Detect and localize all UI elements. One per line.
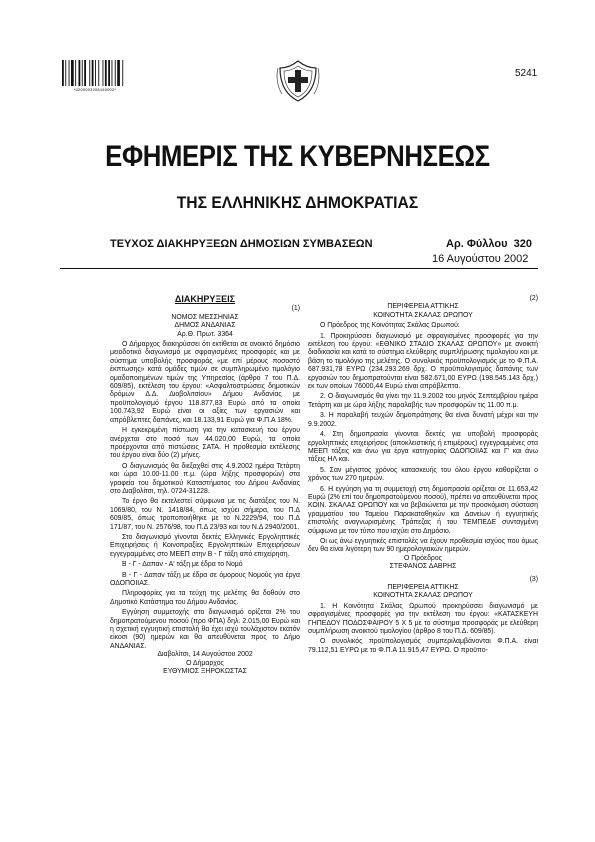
notice-2-paragraph: Οι ως άνω εγγυητικές επιστολές να έχουν προθεσμία ισχύος που όμως δεν θα είναι λιγότερη των 90 ημερολογιακών ημερών. [308, 537, 538, 554]
notice-1-paragraph: Ο Δήμαρχος [186, 659, 224, 667]
notice-1-paragraph: Β - Γ - Δαπαν τάξη με έδρα σε όμορους Νομούς για έργα ΟΔΟΠΟΙΙΑΣ. [110, 571, 300, 587]
notice-3-paragraph: Ο συνολικός προϋπολογισμός συμπεριλαμβάνονται Φ.Π.Α. είναι 79.112,51 ΕΥΡΩ με το Φ.Π.Α 11.915,47 ΕΥΡΩ. Ο προϋπο- [308, 638, 538, 654]
section-title: ΔΙΑΚΗΡΥΞΕΙΣ [174, 294, 236, 304]
header-rule [60, 268, 538, 269]
notice-1-paragraph: ΔΗΜΟΣ ΑΝΔΑΝΙΑΣ [174, 322, 236, 330]
notice-2-paragraph: ΚΟΙΝΟΤΗΤΑ ΣΚΑΛΑΣ ΩΡΩΠΟΥ [373, 311, 473, 319]
left-column [110, 295, 300, 676]
notice-ref-1: (1) [291, 305, 300, 313]
notice-1-paragraph: Το έργο θα εκτελεστεί σύμφωνα με τις διατάξεις του Ν. 1069/80, του Ν. 1418/84, όπως ισχύει σήμερα, του Π.Δ 609/85, όπως τροποποιήθηκε με το Ν.2229/94, του Π.Δ 171/87, του Ν. 2576/98, του Π.Δ 23/93 και του Ν.Δ 2940/2001. [110, 498, 300, 531]
notice-1-paragraph: ΕΥΘΥΜΙΟΣ ΞΗΡΟΚΩΣΤΑΣ [163, 668, 247, 676]
notice-2-paragraph: 4. Στη δημοπρασία γίνονται δεκτές για υποβολή προσφοράς εργοληπτικές επιχειρήσεις (αποκλειστικής ή επιμέρους) εγγεγραμμένες στα ΜΕΕΠ τάξεις και άνω για έργα κατηγορίας ΟΔΟΠΟΙΙΑΣ και Γ' και άνω τάξεις ΗΛ και. [308, 431, 538, 464]
notice-2-paragraph: 6. Η εγγύηση για τη συμμετοχή στη δημοπρασία ορίζεται σε 11.653,42 Ευρώ (2% επί του δημοπρατούμενου ποσού), πρέπει να απευθύνεται προς ΚΟΙΝ. ΣΚΑΛΑΣ ΩΡΩΠΟΥ και να βεβαιώνεται με την προσκόμιση σύσταση γραμματίου του Ταμείου Παρακαταθηκών και Δανείων ή εγγυητικής επιστολής αναγνωρισμένης Τράπεζας ή του ΤΕΜΠΕΔΕ συνταγμένη σύμφωνα με τον τύπο που ισχύει στο Δημόσιο. [308, 485, 538, 535]
page-number: 5241 [515, 68, 538, 79]
gazette-subhead: ΤΗΣ ΕΛΛΗΝΙΚΗΣ ΔΗΜΟΚΡΑΤΙΑΣ [176, 193, 419, 212]
notice-1-paragraph: Εγγύηση συμμετοχής στο διαγωνισμό ορίζεται 2% του δημοπρατούμενου ποσού (προ ΦΠΑ) δηλ. 2.015,00 Ευρώ και η σχετική εγγυητική επιστολή θα έχει ισχύ τουλάχιστον εκατόν είκοσι (90) ημερών και θα απευθύνεται προς το Δήμο ΑΝΔΑΝΙΑΣ. [110, 609, 300, 650]
notice-1-paragraph: Η εγκεκριμένη πίστωση για την κατασκευή του έργου ανέρχεται στο ποσό των 44.020,00 Ευρώ, τα οποία προέρχονται από πιστώσεις ΣΑΤΑ. Η προθεσμία εκτέλεσης του έργου είναι δύο (2) μήνες. [110, 427, 300, 460]
barcode-number: *0200003208160002* [73, 87, 117, 92]
notice-2-paragraph: Ο Πρόεδρος [404, 554, 442, 562]
gazette-masthead: ΕΦΗΜΕΡΙΣ ΤΗΣ ΚΥΒΕΡΝΗΣΕΩΣ [105, 140, 490, 173]
notice-2-paragraph: ΠΕΡΙΦΕΡΕΙΑ ΑΤΤΙΚΗΣ [387, 303, 459, 311]
right-column [308, 295, 538, 655]
notice-1-paragraph: Διαβολίτσι, 14 Αυγούστου 2002 [157, 651, 253, 659]
notice-ref-2: (2) [529, 295, 538, 302]
notice-3-paragraph: 1. Η Κοινότητα Σκάλας Ωρωπού προκηρύσσει διαγωνισμό με σφραγισμένες προσφορές για την εκτέλεση του έργου: «ΚΑΤΑΣΚΕΥΗ ΓΗΠΕΔΟΥ ΠΟΔΟΣΦΑΙΡΟΥ 5 Χ 5 με το σύστημα προσφοράς με ελεύθερη συμπλήρωση ανοικτού τιμολογίου (άρθρο 8 του Π.Δ. 609/85). [308, 602, 538, 636]
notice-1-paragraph: Πληροφορίες για τα τεύχη της μελέτης θα δοθούν στο Δημοτικό Κατάστημα του Δήμου Ανδανίας. [110, 590, 300, 606]
notice-ref-3: (3) [529, 575, 538, 583]
notice-1-paragraph: Στο διαγωνισμό γίνονται δεκτές Ελληνικές Εργοληπτικές Επιχειρήσεις ή Κοινοπραξίες Εργοληπτικών Επιχειρήσεων εγγεγραμμένες στο ΜΕΕΠ στην Β - Γ τάξη από επιχείρηση. [110, 533, 300, 558]
issue-date: 16 Αυγούστου 2002 [432, 253, 529, 265]
notice-2-paragraph: ΣΤΕΦΑΝΟΣ ΔΑΒΡΗΣ [389, 563, 457, 571]
notice-1-paragraph: Αρ.Θ. Πρωτ. 3364 [177, 330, 233, 338]
notice-1-paragraph: Ο διαγωνισμός θα διεξαχθεί στις 4.9.2002 ημέρα Τετάρτη και ώρα 10.00-11.00 π.μ. (ώρα λήξης προσφορών) στα γραφεία του δημοτικού Καταστήματος του Δήμου Ανδανίας στο Διαβολίτσι, τηλ. 0724-31228. [110, 462, 300, 495]
notice-3-paragraph: ΠΕΡΙΦΕΡΕΙΑ ΑΤΤΙΚΗΣ [387, 584, 459, 591]
barcode [62, 60, 128, 86]
notice-2-body [308, 303, 538, 571]
issue-title: ΤΕΥΧΟΣ ΔΙΑΚΗΡΥΞΕΩΝ ΔΗΜΟΣΙΩΝ ΣΥΜΒΑΣΕΩΝ [110, 238, 373, 250]
notice-1-paragraph: Β - Γ - Δαπαν - Α' τάξη με έδρα το Νομό [122, 561, 243, 569]
notice-2-paragraph: 3. Η παραλαβή τευχών δημοπράτησης θα είναι δυνατή μέχρι και την 9.9.2002. [308, 412, 538, 428]
notice-2-paragraph: 5. Σαν μέγιστος χρόνος κατασκευής του όλου έργου καθορίζεται ο χρόνος των 270 ημερών. [308, 466, 538, 483]
notice-2-paragraph: 1. Προκηρύσσει διαγωνισμό με σφραγισμένες προσφορές για την εκτέλεση του έργου: «ΕΘΝΙΚΟ ΣΤΑΔΙΟ ΣΚΑΛΑΣ ΩΡΩΠΟΥ» με ανοικτή διαδικασία και κατά το σύστημα ελεύθερης συμπλήρωσης τιμολογίου και με βάση το τιμολόγιο της μελέτης. Ο συνολικός προϋπολογισμός με το Φ.Π.Α. 687.931,78 ΕΥΡΩ (234.293.269 δρχ. Ο προϋπολογισμός δαπάνης των εργασιών του δημοπρατούνται είναι 582.671,00 ΕΥΡΩ (198.545.143 δρχ.) εκ των οποίων 76000,44 Ευρώ είναι απρόβλεπτα. [308, 332, 538, 391]
notice-3-paragraph: ΚΟΙΝΟΤΗΤΑ ΣΚΑΛΑΣ ΩΡΩΠΟΥ [373, 592, 473, 600]
notice-1-paragraph: Ο Δήμαρχος διακηρύσσει ότι εκτίθεται σε ανοικτό δημόσιο μειοδοτικό διαγωνισμό με σφραγισμένες προσφορές και με σύστημα υποβολής προσφοράς «με επί μέρους ποσοστό έκπτωσης» κατά ομάδες τιμών σε συμπληρωμένο τιμολόγιο ομαδοποιημένων τιμών της Υπηρεσίας (άρθρο 7 του Π.Δ. 609/85), εκτέλεση του έργου: «Ασφαλτοστρώσεις δημοτικών δρόμων Δ.Δ. Διοβολιτσίου» Δήμου Ανδανίας με προϋπολογισμό έργου 118.877,83 Ευρώ από τα οποία 100.743,92 Ευρώ είναι οι αξίες των εργασιών και απρόβλεπτες δαπάνες, και 18.133,91 Ευρώ για Φ.Π.Α 18%. [110, 341, 300, 424]
greek-coat-of-arms-icon [276, 56, 320, 104]
notice-1-body [110, 314, 300, 677]
notice-2-paragraph: Ο Πρόεδρος της Κοινότητας Σκάλας Ωρωπού: [320, 322, 460, 330]
sheet-value: 320 [513, 238, 532, 250]
sheet-number [446, 238, 532, 250]
sheet-label: Αρ. Φύλλου [446, 238, 508, 250]
notice-2-paragraph: 2. Ο διαγωνισμός θα γίνει την 11.9.2002 του μηνός Σεπτεμβρίου ημέρα Τετάρτη και με ώρα λήξης παραλαβής των προσφορών τις 11.00 π.μ. [308, 393, 538, 409]
notice-1-paragraph: ΝΟΜΟΣ ΜΕΣΣΗΝΙΑΣ [171, 313, 239, 321]
notice-3-body [308, 584, 538, 655]
